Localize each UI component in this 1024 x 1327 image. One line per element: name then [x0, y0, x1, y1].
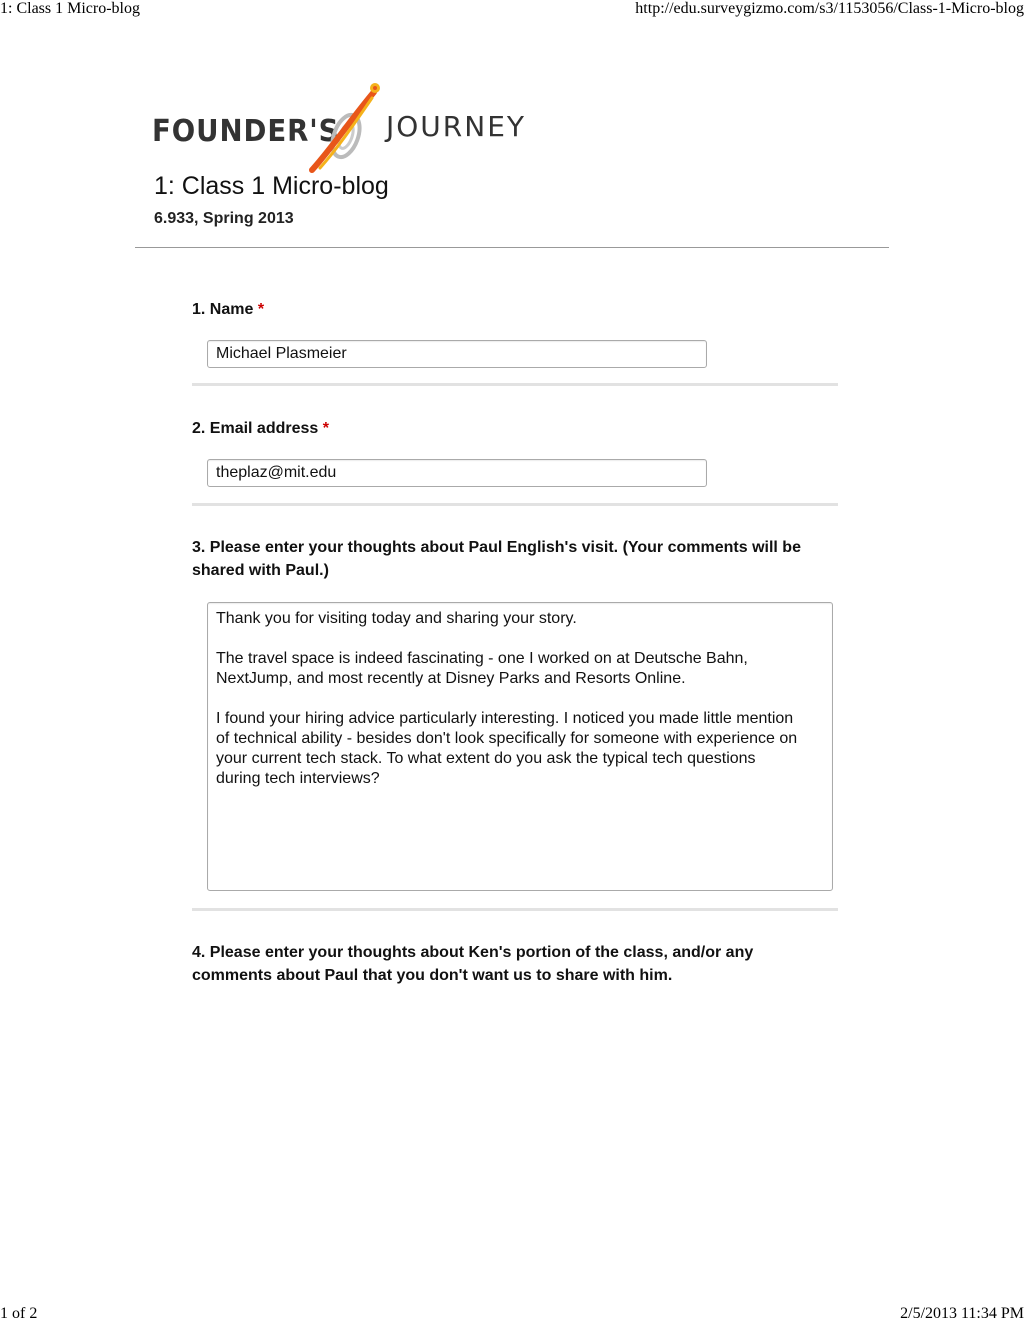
- question-ken-portion-label: [192, 941, 842, 987]
- textarea-line: I found your hiring advice particularly interesting. I noticed you made little mention: [216, 710, 794, 727]
- swoosh-logo-icon: [302, 78, 382, 174]
- question-email-label: [192, 417, 842, 440]
- question-email-text: 2. Email address: [192, 420, 319, 437]
- section-divider: [192, 908, 838, 911]
- textarea-line: The travel space is indeed fascinating - one I worked on at Deutsche Bahn,: [216, 650, 748, 667]
- name-input[interactable]: Michael Plasmeier: [207, 340, 707, 368]
- textarea-line: Thank you for visiting today and sharing your story.: [216, 610, 577, 627]
- question-paul-visit-line2: shared with Paul.): [192, 562, 329, 579]
- section-divider: [192, 383, 838, 386]
- founders-journey-logo: [152, 78, 526, 174]
- textarea-line: your current tech stack. To what extent do you ask the typical tech questions: [216, 750, 756, 767]
- question-name-label: [192, 298, 842, 321]
- print-header: [0, 0, 1024, 22]
- required-marker: *: [257, 301, 265, 318]
- textarea-line: during tech interviews?: [216, 770, 380, 787]
- page-title: 1: Class 1 Micro-blog: [154, 172, 389, 200]
- logo-word-journey: JOURNEY: [386, 110, 526, 143]
- required-marker: *: [322, 420, 329, 437]
- print-footer: [0, 1305, 1024, 1327]
- question-ken-portion-line2: comments about Paul that you don't want us to share with him.: [192, 967, 673, 984]
- print-header-title: 1: Class 1 Micro-blog: [0, 0, 140, 17]
- email-input[interactable]: theplaz@mit.edu: [207, 459, 707, 487]
- question-paul-visit-label: [192, 536, 842, 582]
- textarea-line: of technical ability - besides don't look specifically for someone with experience on: [216, 730, 798, 747]
- question-name-text: 1. Name: [192, 301, 254, 318]
- header-divider: [135, 247, 889, 248]
- page-count: 1 of 2: [0, 1305, 38, 1322]
- question-paul-visit-line1: 3. Please enter your thoughts about Paul English's visit. (Your comments will be: [192, 539, 801, 556]
- question-ken-portion-line1: 4. Please enter your thoughts about Ken's portion of the class, and/or any: [192, 944, 754, 961]
- textarea-line: NextJump, and most recently at Disney Parks and Resorts Online.: [216, 670, 686, 687]
- page-subtitle: 6.933, Spring 2013: [154, 210, 294, 227]
- print-header-url: http://edu.surveygizmo.com/s3/1153056/Class-1-Micro-blog: [635, 0, 1024, 17]
- paul-visit-comments-textarea[interactable]: [207, 602, 833, 891]
- logo-word-founders: FOUNDER'S: [152, 114, 340, 149]
- print-timestamp: 2/5/2013 11:34 PM: [900, 1305, 1024, 1322]
- section-divider: [192, 503, 838, 506]
